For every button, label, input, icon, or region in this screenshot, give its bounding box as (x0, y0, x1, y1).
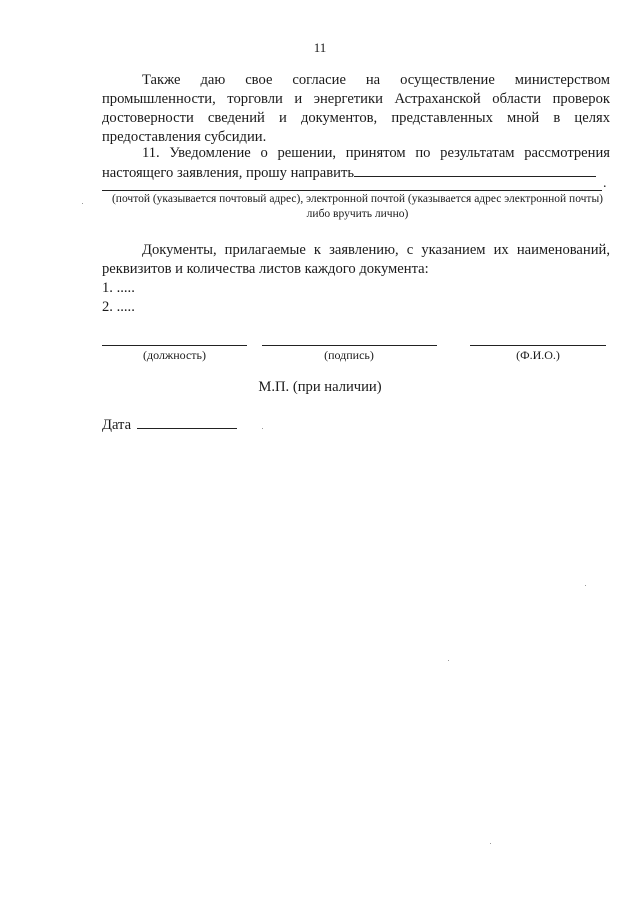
date-label: Дата (102, 417, 132, 433)
documents-intro-paragraph: Документы, прилагаемые к заявлению, с указанием их наименований, реквизитов и количества листов каждого документа: (102, 242, 610, 277)
full-name-line (470, 345, 606, 346)
consent-paragraph: Также даю свое согласие на осуществление министерством промышленности, торговли и энергетики Астраханской области проверок достоверности сведений и документов, представленных мной в целях предоставления субсидии. (102, 72, 610, 145)
scan-speck (262, 428, 263, 429)
position-label: (должность) (143, 348, 206, 362)
scan-speck (585, 585, 586, 586)
delivery-method-hint: (почтой (указывается почтовый адрес), электронной почтой (указывается адрес электронной почты) либо вручить лично) (111, 193, 604, 220)
page-number: 11 (313, 40, 327, 55)
date-field (102, 415, 237, 434)
scan-speck (448, 660, 449, 661)
margin-speck (82, 203, 83, 204)
scan-speck (490, 843, 491, 844)
full-name-label: (Ф.И.О.) (516, 348, 560, 362)
position-line (102, 345, 247, 346)
notification-text: 11. Уведомление о решении, принятом по результатам рассмотрения настоящего заявления, прошу направить (102, 145, 610, 181)
date-fill-line (137, 415, 237, 429)
delivery-line-end-mark: . (603, 176, 607, 191)
notification-fill-line (354, 163, 596, 177)
delivery-address-line (102, 190, 602, 191)
signature-label: (подпись) (324, 348, 374, 362)
document-list-item: 2. ..... (102, 299, 135, 315)
signature-line (262, 345, 437, 346)
seal-placeholder: М.П. (при наличии) (258, 379, 382, 395)
notification-paragraph (102, 144, 610, 183)
document-list-item: 1. ..... (102, 280, 135, 296)
